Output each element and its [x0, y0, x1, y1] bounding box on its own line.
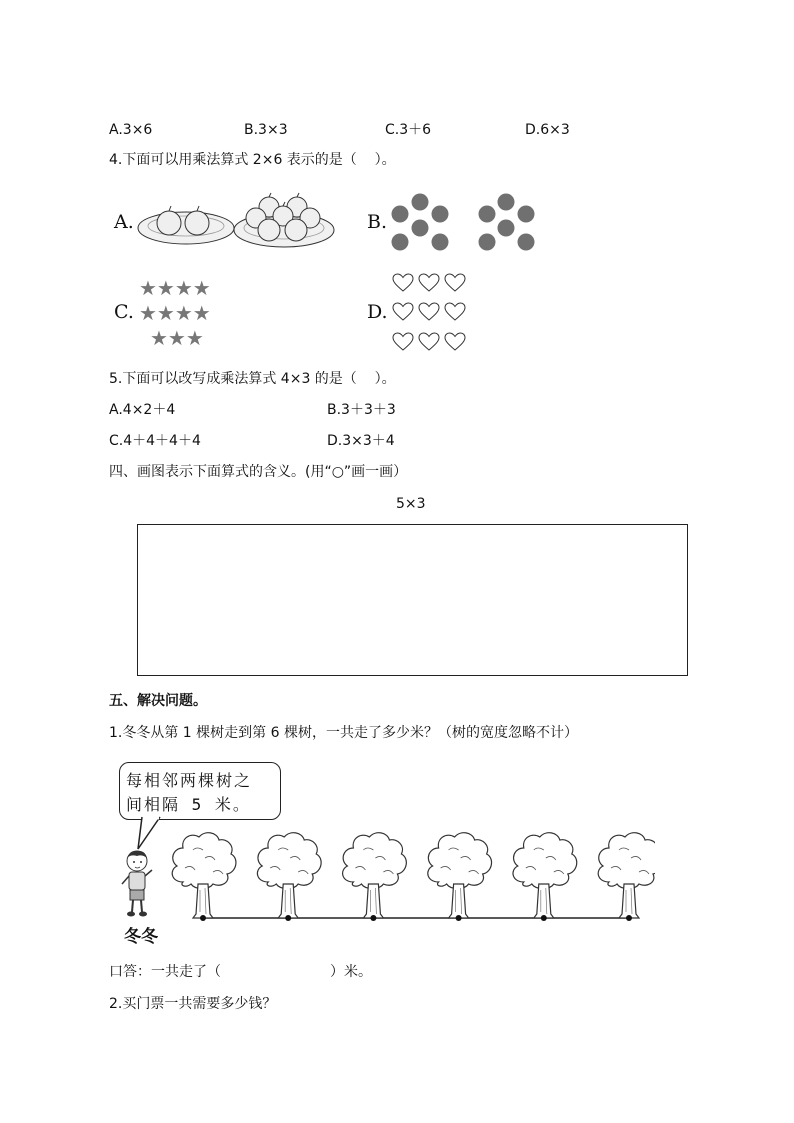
q2-text: 2.买门票一共需要多少钱？ — [109, 996, 277, 1012]
section-4-title: 四、画图表示下面算式的含义。(用“○”画一画） — [109, 464, 408, 480]
section-5-title: 五、解决问题。 — [109, 693, 207, 709]
tree-6 — [598, 833, 655, 918]
tree-5 — [513, 833, 577, 918]
bubble-line-2: 间相隔 5 米。 — [126, 795, 251, 814]
q4-label-a: A. — [114, 211, 134, 233]
q5-option-c: C.4＋4＋4＋4 — [109, 433, 201, 449]
expression: 5×3 — [396, 496, 426, 512]
tree-2 — [257, 833, 321, 918]
q5-option-b: B.3＋3＋3 — [327, 402, 396, 418]
tree-position-dot-2 — [285, 915, 291, 921]
hearts-grid-image — [392, 272, 468, 354]
q3-option-d: D.6×3 — [525, 122, 570, 138]
answer-prefix: 口答：一共走了（ — [109, 964, 221, 980]
stars-row-3: ★★★ — [150, 326, 204, 350]
q3-option-b: B.3×3 — [244, 122, 288, 138]
q5-option-a: A.4×2＋4 — [109, 402, 176, 418]
q4-label-c: C. — [114, 301, 134, 323]
q4-label-d: D. — [367, 301, 388, 323]
q5-option-d: D.3×3＋4 — [327, 433, 395, 449]
tree-4 — [428, 833, 492, 918]
q5-stem: 5.下面可以改写成乘法算式 4×3 的是（ ）。 — [109, 371, 396, 387]
tree-1 — [172, 833, 236, 918]
stars-row-1: ★★★★ — [139, 276, 211, 300]
tree-row-illustration — [165, 828, 655, 926]
tree-position-dot-3 — [370, 915, 376, 921]
dot-groups-image — [388, 192, 540, 254]
q1-text: 1.冬冬从第 1 棵树走到第 6 棵树，一共走了多少米？（树的宽度忽略不计） — [109, 725, 578, 741]
q3-option-c: C.3＋6 — [385, 122, 432, 138]
child-figure — [116, 848, 160, 922]
answer-suffix: ）米。 — [330, 964, 372, 980]
drawing-area[interactable] — [137, 524, 688, 676]
tree-position-dot-4 — [456, 915, 462, 921]
tree-position-dot-5 — [541, 915, 547, 921]
child-name: 冬冬 — [124, 927, 158, 947]
stars-row-2: ★★★★ — [139, 301, 211, 325]
bubble-line-1: 每相邻两棵树之 — [126, 771, 253, 790]
tree-position-dot-6 — [626, 915, 632, 921]
q4-label-b: B. — [367, 211, 388, 233]
tree-position-dot-1 — [200, 915, 206, 921]
q3-option-a: A.3×6 — [109, 122, 153, 138]
apple-plates-image — [136, 190, 336, 250]
tree-3 — [343, 833, 407, 918]
q4-stem: 4.下面可以用乘法算式 2×6 表示的是（ ）。 — [109, 152, 396, 168]
